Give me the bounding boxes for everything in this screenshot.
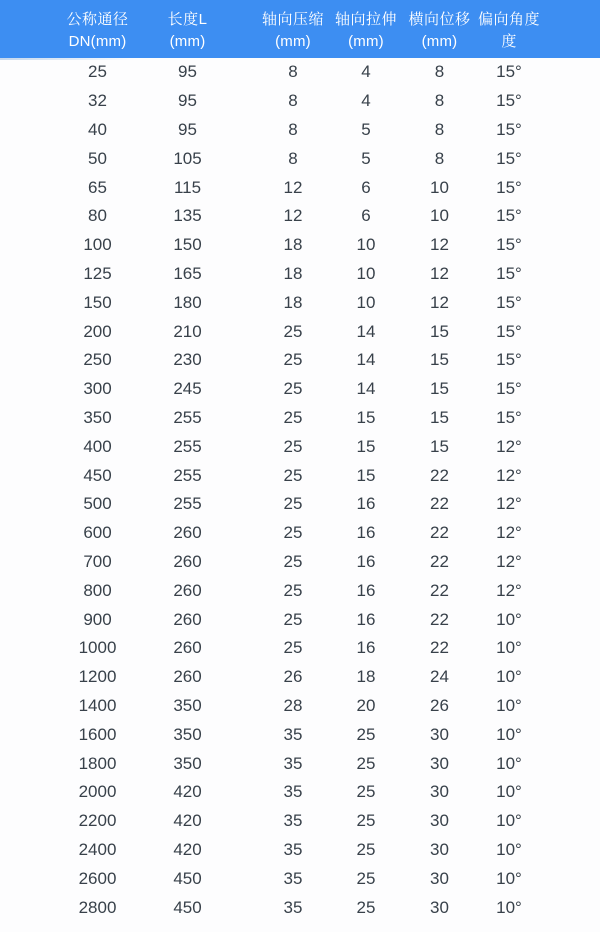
table-row: [0, 202, 600, 231]
table-cell: 450: [173, 868, 202, 888]
table-cell: 15: [356, 407, 376, 427]
table-cell: 32: [88, 91, 107, 111]
table-row: [0, 288, 600, 317]
table-cell: 105: [173, 148, 202, 168]
table-cell: 1800: [78, 753, 117, 773]
column-unit: (mm): [275, 33, 311, 50]
table-cell: 30: [430, 897, 449, 917]
table-cell: 15: [356, 465, 376, 485]
table-cell: 30: [430, 839, 449, 859]
table-cell: 12: [430, 235, 449, 255]
table-cell: 260: [173, 580, 202, 600]
table-cell: 255: [173, 465, 202, 485]
table-cell: 25: [283, 407, 303, 427]
table-cell: 12: [430, 292, 449, 312]
table-cell: 6: [361, 177, 371, 197]
table-cell: 8: [434, 148, 445, 168]
table-cell: 95: [178, 62, 197, 82]
table-row: [0, 346, 600, 375]
table-cell: 15: [356, 436, 376, 456]
table-cell: 25: [356, 782, 376, 802]
table-cell: 15: [430, 407, 449, 427]
table-cell: 8: [288, 119, 298, 139]
column-name: 长度L: [167, 11, 208, 28]
table-row: [0, 720, 600, 749]
table-cell: 450: [83, 465, 112, 485]
table-cell: 35: [283, 724, 303, 744]
table-cell: 420: [173, 782, 202, 802]
table-cell: 35: [283, 868, 303, 888]
table-cell: 35: [283, 782, 303, 802]
table-row: [0, 116, 600, 145]
column-header-nominal-diameter: [66, 0, 128, 58]
table-cell: 150: [83, 292, 112, 312]
table-body: [0, 58, 600, 922]
column-name: 公称通径: [66, 11, 129, 28]
table-row: [0, 893, 600, 922]
table-cell: 25: [283, 436, 303, 456]
table-cell: 8: [288, 91, 298, 111]
table-cell: 10°: [496, 868, 522, 888]
column-header-deflection-angle: [478, 0, 540, 58]
table-cell: 12°: [496, 580, 522, 600]
table-row: [0, 692, 600, 721]
table-cell: 15°: [496, 177, 522, 197]
table-cell: 25: [356, 839, 376, 859]
table-cell: 125: [83, 263, 112, 283]
table-cell: 22: [430, 494, 449, 514]
table-cell: 15°: [496, 206, 522, 226]
table-cell: 30: [430, 782, 449, 802]
table-cell: 165: [173, 263, 202, 283]
table-cell: 16: [356, 609, 376, 629]
table-row: [0, 317, 600, 346]
table-cell: 4: [361, 91, 371, 111]
table-cell: 12: [283, 206, 303, 226]
table-cell: 300: [83, 379, 112, 399]
table-row: [0, 260, 600, 289]
column-header-length: [168, 0, 208, 58]
table-cell: 25: [283, 609, 303, 629]
table-cell: 30: [430, 868, 449, 888]
table-cell: 12°: [496, 523, 522, 543]
table-cell: 22: [430, 609, 449, 629]
table-cell: 250: [83, 350, 112, 370]
table-cell: 8: [434, 119, 445, 139]
table-cell: 420: [173, 839, 202, 859]
table-cell: 12°: [496, 465, 522, 485]
table-cell: 8: [288, 62, 298, 82]
table-cell: 2000: [78, 782, 117, 802]
table-cell: 15: [430, 350, 449, 370]
table-row: [0, 490, 600, 519]
table-cell: 25: [283, 350, 303, 370]
table-cell: 35: [283, 897, 303, 917]
table-cell: 15°: [496, 235, 522, 255]
table-cell: 10: [430, 177, 449, 197]
table-cell: 10°: [496, 667, 522, 687]
table-cell: 15°: [496, 119, 522, 139]
table-cell: 25: [283, 580, 303, 600]
table-cell: 1400: [78, 695, 117, 715]
table-cell: 15°: [496, 148, 522, 168]
table-row: [0, 749, 600, 778]
table-cell: 50: [88, 148, 107, 168]
column-header-lateral-displacement: [408, 0, 470, 58]
table-cell: 10°: [496, 897, 522, 917]
table-cell: 14: [356, 379, 376, 399]
table-cell: 30: [430, 811, 449, 831]
table-cell: 350: [173, 695, 202, 715]
table-cell: 4: [361, 62, 371, 82]
table-cell: 22: [430, 551, 449, 571]
table-cell: 450: [173, 897, 202, 917]
table-cell: 25: [88, 62, 107, 82]
table-cell: 15°: [496, 62, 522, 82]
table-cell: 65: [88, 177, 107, 197]
table-cell: 16: [356, 494, 376, 514]
table-cell: 25: [356, 753, 376, 773]
table-cell: 20: [356, 695, 376, 715]
table-cell: 12°: [496, 494, 522, 514]
column-unit: 度: [501, 33, 517, 50]
table-cell: 18: [356, 667, 376, 687]
table-row: [0, 778, 600, 807]
table-cell: 10°: [496, 839, 522, 859]
table-cell: 16: [356, 551, 376, 571]
table-cell: 30: [430, 724, 449, 744]
table-cell: 16: [356, 638, 376, 658]
table-cell: 800: [83, 580, 112, 600]
table-cell: 350: [83, 407, 112, 427]
table-row: [0, 231, 600, 260]
table-cell: 8: [288, 148, 298, 168]
table-row: [0, 576, 600, 605]
table-cell: 12: [283, 177, 303, 197]
table-cell: 15: [430, 436, 449, 456]
table-cell: 35: [283, 753, 303, 773]
table-cell: 2600: [78, 868, 117, 888]
table-cell: 25: [356, 724, 376, 744]
table-cell: 10: [356, 263, 376, 283]
table-cell: 15°: [496, 350, 522, 370]
table-cell: 210: [173, 321, 202, 341]
table-cell: 115: [173, 177, 202, 197]
table-cell: 260: [173, 551, 202, 571]
column-unit: (mm): [348, 33, 384, 50]
table-cell: 2200: [78, 811, 117, 831]
table-cell: 1200: [78, 667, 117, 687]
table-cell: 15°: [496, 91, 522, 111]
table-cell: 14: [356, 321, 376, 341]
column-name: 轴向拉伸: [334, 11, 398, 28]
table-row: [0, 634, 600, 663]
table-cell: 15: [430, 321, 449, 341]
table-cell: 25: [356, 868, 376, 888]
table-row: [0, 663, 600, 692]
table-cell: 95: [178, 91, 197, 111]
column-unit: (mm): [169, 33, 206, 50]
table-cell: 22: [430, 465, 449, 485]
table-cell: 22: [430, 580, 449, 600]
table-cell: 10: [430, 206, 449, 226]
table-cell: 255: [173, 436, 202, 456]
table-cell: 25: [283, 321, 303, 341]
table-cell: 10°: [496, 695, 522, 715]
table-cell: 230: [173, 350, 202, 370]
column-name: 轴向压缩: [261, 11, 325, 28]
table-cell: 25: [283, 551, 303, 571]
table-row: [0, 548, 600, 577]
table-cell: 25: [283, 379, 303, 399]
table-cell: 24: [430, 667, 449, 687]
table-row: [0, 807, 600, 836]
table-cell: 135: [173, 206, 202, 226]
table-cell: 245: [173, 379, 202, 399]
table-cell: 350: [173, 724, 202, 744]
table-row: [0, 144, 600, 173]
table-cell: 26: [430, 695, 449, 715]
table-cell: 10°: [496, 724, 522, 744]
table-cell: 400: [83, 436, 112, 456]
table-cell: 10°: [496, 609, 522, 629]
column-header-axial-compression: [262, 0, 324, 58]
table-cell: 700: [83, 551, 112, 571]
table-cell: 5: [361, 119, 371, 139]
table-cell: 30: [430, 753, 449, 773]
table-cell: 10°: [496, 753, 522, 773]
column-header-axial-extension: [335, 0, 397, 58]
table-cell: 350: [173, 753, 202, 773]
table-cell: 15°: [496, 321, 522, 341]
table-cell: 95: [178, 119, 197, 139]
table-cell: 18: [283, 263, 303, 283]
table-cell: 255: [173, 407, 202, 427]
table-cell: 100: [83, 235, 112, 255]
table-row: [0, 461, 600, 490]
table-row: [0, 87, 600, 116]
table-cell: 15°: [496, 379, 522, 399]
table-cell: 260: [173, 667, 202, 687]
table-cell: 260: [173, 609, 202, 629]
table-cell: 25: [356, 897, 376, 917]
table-cell: 12°: [496, 551, 522, 571]
table-cell: 25: [283, 465, 303, 485]
table-cell: 26: [283, 667, 303, 687]
table-cell: 255: [173, 494, 202, 514]
table-cell: 35: [283, 839, 303, 859]
table-cell: 40: [88, 119, 107, 139]
table-cell: 6: [361, 206, 371, 226]
table-row: [0, 836, 600, 865]
table-cell: 16: [356, 523, 376, 543]
table-cell: 10°: [496, 782, 522, 802]
table-cell: 260: [173, 638, 202, 658]
table-cell: 28: [283, 695, 303, 715]
table-row: [0, 173, 600, 202]
table-cell: 15°: [496, 263, 522, 283]
table-cell: 10: [356, 292, 376, 312]
table-cell: 150: [173, 235, 202, 255]
table-cell: 10: [356, 235, 376, 255]
table-cell: 1000: [78, 638, 117, 658]
table-cell: 260: [173, 523, 202, 543]
table-cell: 2800: [78, 897, 117, 917]
table-cell: 12°: [496, 436, 522, 456]
table-cell: 1600: [78, 724, 117, 744]
table-row: [0, 864, 600, 893]
table-row: [0, 519, 600, 548]
table-cell: 10°: [496, 638, 522, 658]
column-unit: DN(mm): [68, 33, 127, 50]
table-cell: 15°: [496, 292, 522, 312]
table-cell: 15°: [496, 407, 522, 427]
table-cell: 2400: [78, 839, 117, 859]
table-cell: 600: [83, 523, 112, 543]
table-cell: 25: [283, 523, 303, 543]
column-unit: (mm): [421, 33, 458, 50]
table-cell: 25: [283, 494, 303, 514]
table-cell: 14: [356, 350, 376, 370]
table-row: [0, 58, 600, 87]
table-cell: 900: [83, 609, 112, 629]
column-name: 横向位移: [408, 11, 471, 28]
table-cell: 420: [173, 811, 202, 831]
table-cell: 200: [83, 321, 112, 341]
table-header: [0, 0, 600, 58]
table-cell: 500: [83, 494, 112, 514]
table-row: [0, 375, 600, 404]
table-cell: 12: [430, 263, 449, 283]
table-cell: 5: [361, 148, 371, 168]
table-cell: 10°: [496, 811, 522, 831]
column-name: 偏向角度: [477, 11, 541, 28]
table-cell: 8: [434, 91, 445, 111]
table-cell: 25: [283, 638, 303, 658]
table-cell: 15: [430, 379, 449, 399]
table-row: [0, 404, 600, 433]
table-cell: 22: [430, 523, 449, 543]
table-cell: 22: [430, 638, 449, 658]
table-cell: 35: [283, 811, 303, 831]
table-cell: 16: [356, 580, 376, 600]
table-row: [0, 605, 600, 634]
table-cell: 25: [356, 811, 376, 831]
table-row: [0, 432, 600, 461]
table-cell: 18: [283, 235, 303, 255]
table-cell: 180: [173, 292, 202, 312]
table-cell: 18: [283, 292, 303, 312]
table-cell: 8: [434, 62, 445, 82]
table-cell: 80: [88, 206, 107, 226]
